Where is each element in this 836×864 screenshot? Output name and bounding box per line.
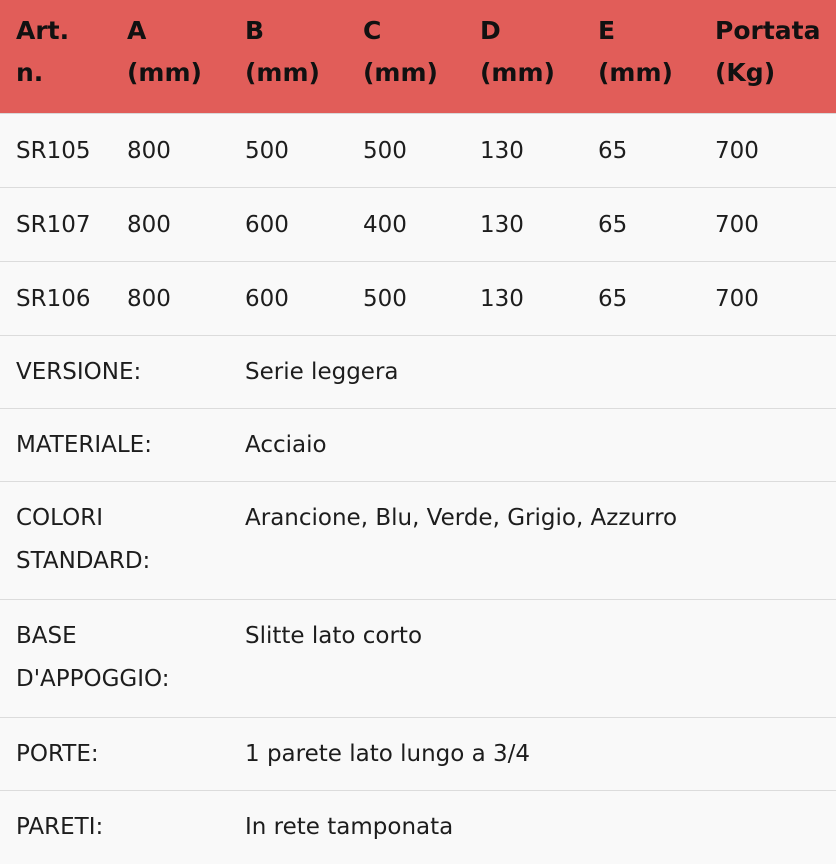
header-e-mm: E (mm): [598, 16, 673, 87]
cell-art: SR105: [16, 138, 91, 164]
cell-a: 800: [127, 138, 171, 164]
cell-portata: 700: [715, 286, 759, 312]
spec-value: In rete tamponata: [245, 814, 454, 840]
header-c-mm: C (mm): [363, 16, 438, 87]
spec-value: Slitte lato corto: [245, 623, 423, 649]
cell-c: 500: [363, 138, 407, 164]
cell-a: 800: [127, 286, 171, 312]
spec-row-pareti: [0, 791, 836, 863]
table-row: [0, 262, 836, 336]
cell-e: 65: [598, 138, 628, 164]
header-d-mm: D (mm): [480, 16, 555, 87]
cell-a: 800: [127, 212, 171, 238]
cell-portata: 700: [715, 212, 759, 238]
header-art-n: Art. n.: [16, 16, 70, 87]
spec-value: Arancione, Blu, Verde, Grigio, Azzurro: [245, 505, 678, 531]
spec-row-base-appoggio: [0, 600, 836, 718]
cell-d: 130: [480, 138, 524, 164]
spec-label: VERSIONE:: [16, 359, 142, 385]
spec-row-colori-standard: [0, 482, 836, 600]
spec-label: PORTE:: [16, 741, 99, 767]
spec-value: 1 parete lato lungo a 3/4: [245, 741, 531, 767]
cell-portata: 700: [715, 138, 759, 164]
cell-b: 600: [245, 286, 289, 312]
cell-c: 500: [363, 286, 407, 312]
cell-c: 400: [363, 212, 407, 238]
spec-label: MATERIALE:: [16, 432, 152, 458]
cell-d: 130: [480, 286, 524, 312]
cell-art: SR106: [16, 286, 91, 312]
header-a-mm: A (mm): [127, 16, 202, 87]
cell-b: 500: [245, 138, 289, 164]
spec-value: Acciaio: [245, 432, 327, 458]
spec-row-materiale: [0, 409, 836, 482]
spec-value: Serie leggera: [245, 359, 399, 385]
spec-label: PARETI:: [16, 814, 104, 840]
spec-label: COLORI STANDARD:: [16, 505, 151, 574]
table-row: [0, 188, 836, 262]
cell-e: 65: [598, 286, 628, 312]
cell-art: SR107: [16, 212, 91, 238]
spec-row-versione: [0, 336, 836, 409]
table-row: [0, 114, 836, 188]
header-b-mm: B (mm): [245, 16, 320, 87]
cell-b: 600: [245, 212, 289, 238]
cell-d: 130: [480, 212, 524, 238]
spec-row-porte: [0, 718, 836, 791]
cell-e: 65: [598, 212, 628, 238]
spec-label: BASE D'APPOGGIO:: [16, 623, 170, 692]
table-header: [0, 0, 836, 114]
header-portata-kg: Portata (Kg): [715, 16, 821, 87]
